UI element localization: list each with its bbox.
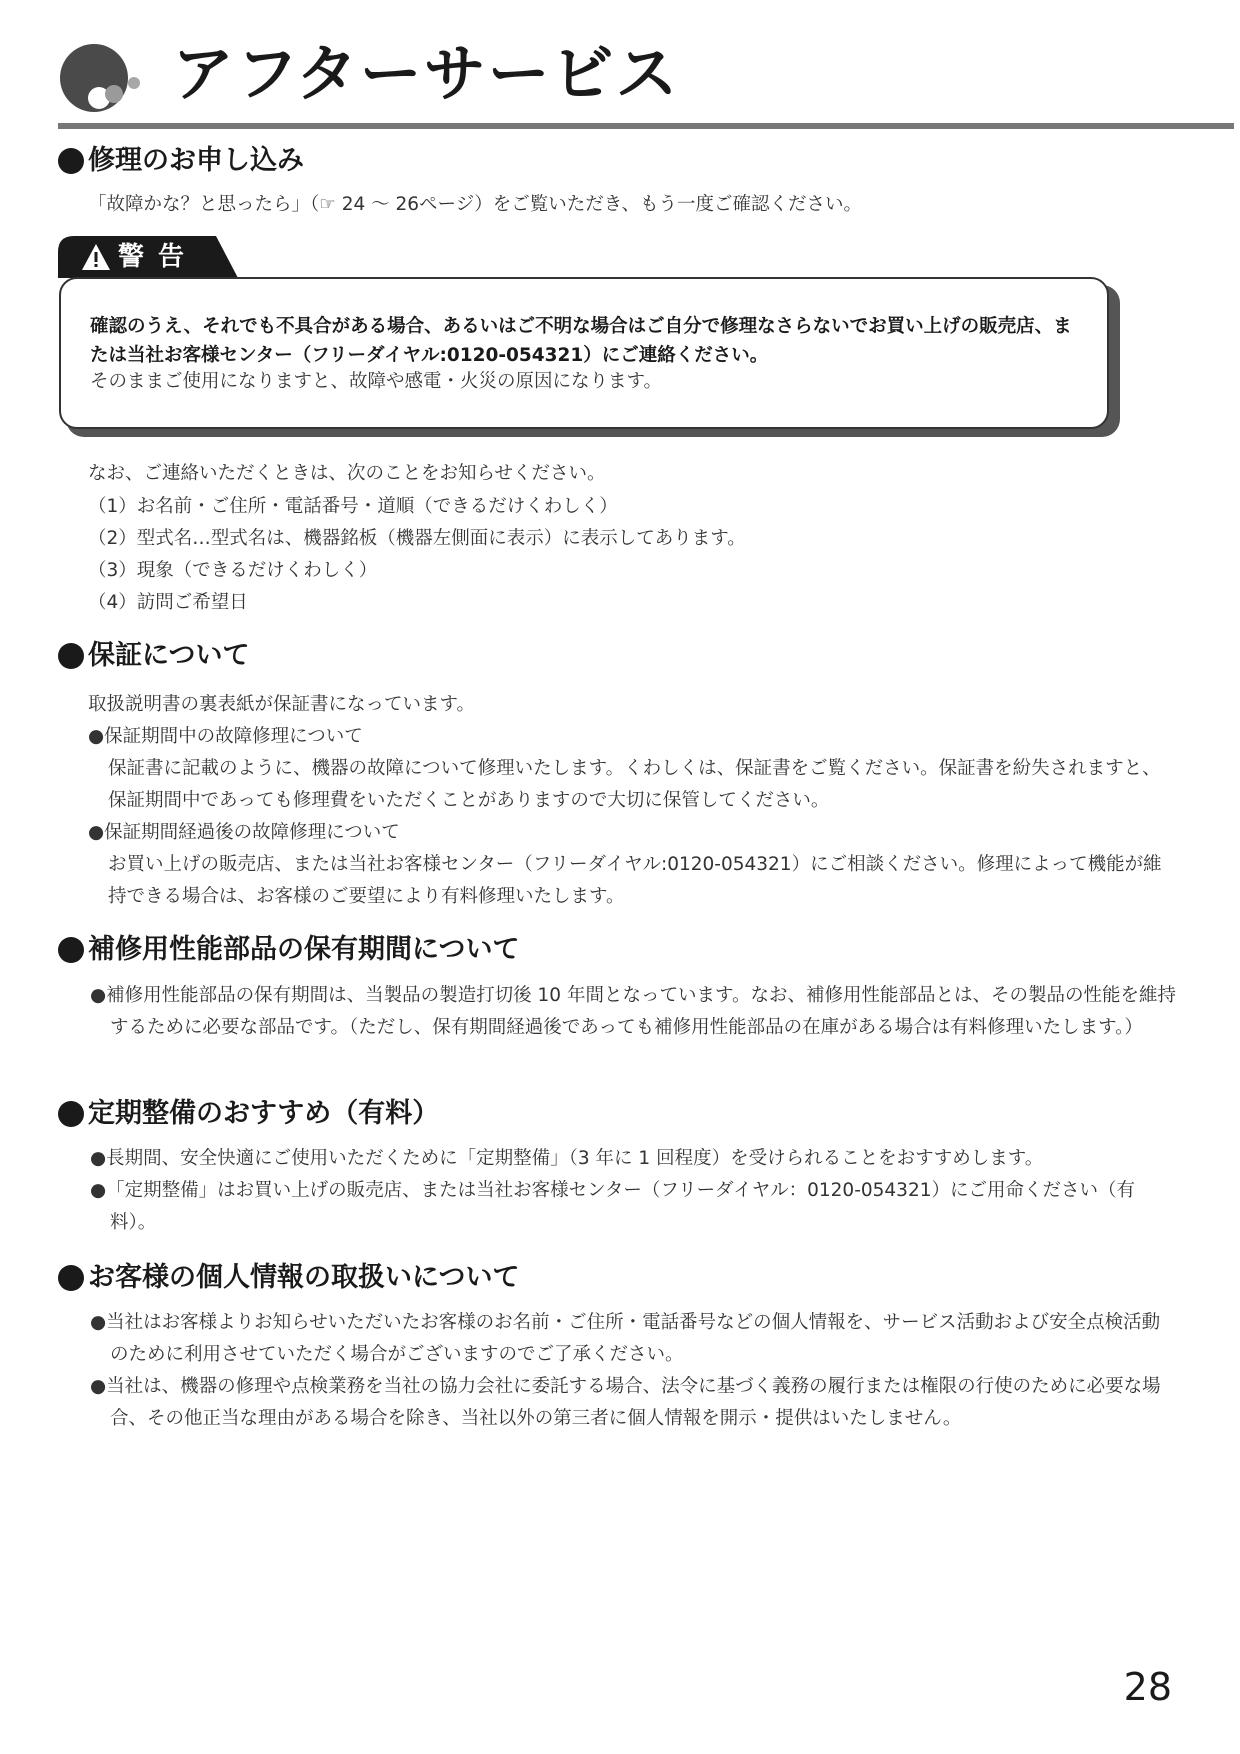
page-number: 28 [1123,1665,1172,1709]
warning-main-text: 確認のうえ、それでも不具合がある場合、あるいはご不明な場合はご自分で修理なさらないでお買い上げの販売店、または当社お客様センター（フリーダイヤル:0120-054321）にご連絡ください。 [90,316,1072,366]
list-item: （2）型式名…型式名は、機器銘板（機器左側面に表示）に表示してあります。 [88,528,746,549]
repair-intro: 「故障かな？と思ったら」（☞ 24 ～ 26ページ）をご覧いただき、もう一度ご確認ください。 [88,194,862,215]
header-divider [58,123,1234,129]
heading-bullet-icon [58,148,84,174]
section-circles-icon [58,42,158,114]
contact-intro: なお、ご連絡いただくときは、次のことをお知らせください。 [88,463,606,484]
warranty-item-title: ●保証期間中の故障修理について [88,726,363,747]
list-item: ●長期間、安全快適にご使用いただくために「定期整備」（3 年に 1 回程度）を受けられることをおすすめします。 [90,1148,1044,1169]
repair-heading-text: 修理のお申し込み [88,145,304,176]
warranty-item-body: お買い上げの販売店、または当社お客様センター（フリーダイヤル:0120-054321）にご相談ください。修理によって機能が維持できる場合は、お客様のご要望により有料修理いたします。 [108,854,1162,907]
warranty-heading [58,640,249,672]
heading-bullet-icon [58,643,84,669]
parts-heading [58,934,519,966]
heading-bullet-icon [58,937,84,963]
list-item: ●「定期整備」はお買い上げの販売店、または当社お客様センター（フリーダイヤル：0120-054321）にご用命ください（有料）。 [90,1180,1135,1233]
list-item: （4）訪問ご希望日 [88,592,248,613]
parts-content [90,980,1178,1044]
list-item: ●当社は、機器の修理や点検業務を当社の協力会社に委託する場合、法令に基づく義務の履行または権限の行使のために必要な場合、その他正当な理由がある場合を除き、当社以外の第三者に個人情報を開示・提供はいたしません。 [90,1376,1161,1429]
maintenance-heading [58,1098,439,1130]
warranty-item-body: 保証書に記載のように、機器の故障について修理いたします。くわしくは、保証書をご覧ください。保証書を紛失されますと、保証期間中であっても修理費をいただくことがありますので大切に保管してください。 [108,758,1161,811]
warranty-heading-text: 保証について [88,640,250,671]
warranty-item-title: ●保証期間経過後の故障修理について [88,822,400,843]
page-title: アフターサービス [172,37,680,110]
privacy-content [90,1307,1178,1435]
warning-title: 警告 [118,242,199,272]
heading-bullet-icon [58,1101,84,1127]
privacy-heading-text: お客様の個人情報の取扱いについて [88,1262,520,1293]
heading-bullet-icon [58,1265,84,1291]
list-item: ●補修用性能部品の保有期間は、当製品の製造打切後 10 年間となっています。なお、補修用性能部品とは、その製品の性能を維持するために必要な部品です。（ただし、保有期間経過後であっても補修用性能部品の在庫がある場合は有料修理いたします。） [90,985,1176,1038]
maintenance-content [90,1143,1178,1239]
warranty-content [88,689,1178,913]
maintenance-heading-text: 定期整備のおすすめ（有料） [88,1098,440,1129]
parts-heading-text: 補修用性能部品の保有期間について [88,934,520,965]
warning-sub-text: そのままご使用になりますと、故障や感電・火災の原因になります。 [90,371,663,392]
contact-list [88,491,746,619]
warranty-intro: 取扱説明書の裏表紙が保証書になっています。 [88,694,476,715]
repair-heading [58,145,304,177]
list-item: （3）現象（できるだけくわしく） [88,560,378,581]
privacy-heading [58,1262,519,1294]
list-item: （1）お名前・ご住所・電話番号・道順（できるだけくわしく） [88,496,618,517]
list-item: ●当社はお客様よりお知らせいただいたお客様のお名前・ご住所・電話番号などの個人情報を、サービス活動および安全点検活動のために利用させていただく場合がございますのでご了承ください。 [90,1312,1161,1365]
